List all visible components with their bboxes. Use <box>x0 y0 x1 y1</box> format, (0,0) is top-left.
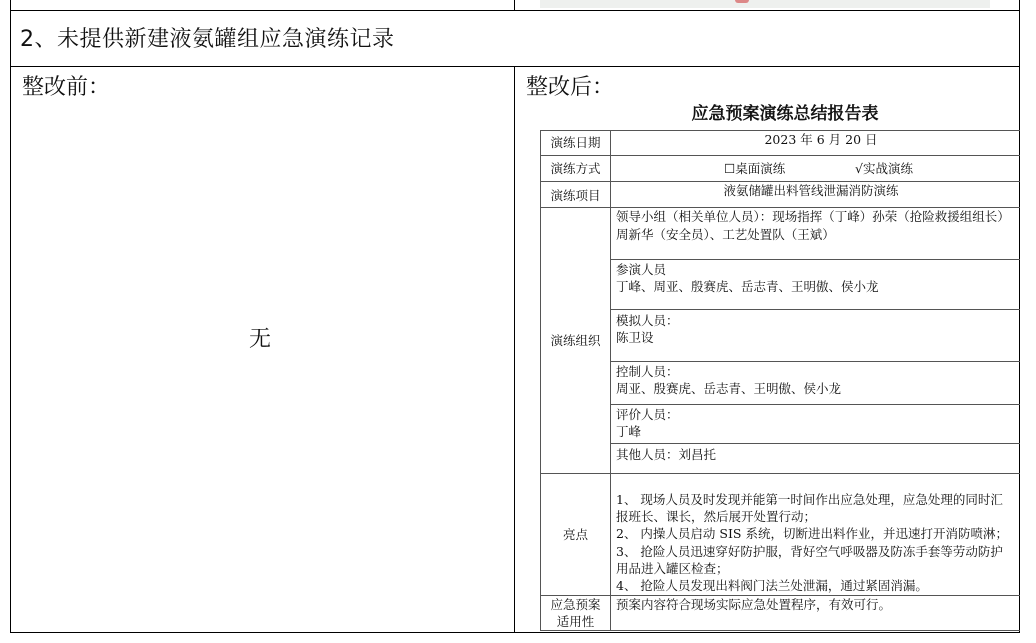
report-title: 应急预案演练总结报告表 <box>691 104 879 124</box>
participants-title: 参演人员 <box>616 262 667 277</box>
participants-names: 丁峰、周亚、殷赛虎、岳志青、王明傲、侯小龙 <box>616 279 879 294</box>
report-line-organization <box>540 473 1020 474</box>
leader-group-line2: 周新华（安全员）、工艺处置队（王斌） <box>616 227 835 242</box>
report-line-left <box>540 130 541 631</box>
method-label: 演练方式 <box>550 161 601 176</box>
simulators-title: 模拟人员： <box>616 313 679 328</box>
highlight-line: 3、 抢险人员迅速穿好防护服，背好空气呼吸器及防冻手套等劳动防护 <box>616 544 1003 559</box>
report-line-label-divider <box>610 130 611 631</box>
report-line-leader <box>610 259 1020 260</box>
controllers-title: 控制人员： <box>616 364 679 379</box>
right-clip-mask <box>1020 0 1036 643</box>
report-line-evaluators <box>610 443 1020 444</box>
project-label: 演练项目 <box>550 188 601 203</box>
applicability-label-line1: 应急预案 <box>550 597 601 612</box>
previous-image-red-mark <box>735 0 749 3</box>
highlight-line: 1、 现场人员及时发现并能第一时间作出应急处理，应急处理的同时汇 <box>616 492 1003 507</box>
report-line-simulators <box>610 361 1020 362</box>
border-middle <box>514 0 515 11</box>
applicability-value: 预案内容符合现场实际应急处置程序，有效可行。 <box>616 597 892 612</box>
highlights-label: 亮点 <box>562 527 588 542</box>
border-header-bottom <box>10 66 1020 67</box>
date-label: 演练日期 <box>550 135 601 150</box>
border-top <box>10 10 1020 11</box>
simulators-names: 陈卫设 <box>616 330 654 345</box>
border-middle-lower <box>514 66 515 633</box>
organization-label: 演练组织 <box>550 333 601 348</box>
highlight-line: 2、 内操人员启动 SIS 系统，切断进出料作业，并迅速打开消防喷淋； <box>616 526 1008 541</box>
highlight-line: 用品进入罐区检查； <box>616 561 729 576</box>
date-value: 2023 年 6 月 20 日 <box>764 132 878 147</box>
before-content: 无 <box>249 327 272 352</box>
project-value: 液氨储罐出料管线泄漏消防演练 <box>723 183 899 198</box>
before-label: 整改前： <box>22 75 111 100</box>
border-bottom <box>10 632 1020 633</box>
method-option-tabletop: ☐桌面演练 <box>724 161 786 176</box>
report-line-bottom <box>540 630 1020 631</box>
other-personnel: 其他人员：刘昌托 <box>616 447 717 462</box>
method-option-live: √实战演练 <box>855 161 913 176</box>
leader-group-line1: 领导小组（相关单位人员）：现场指挥（丁峰）孙荣（抢险救援组组长） <box>616 209 1010 224</box>
section-title: 2、未提供新建液氨罐组应急演练记录 <box>20 27 395 52</box>
highlight-line: 报班长、课长，然后展开处置行动； <box>616 509 817 524</box>
controllers-names: 周亚、殷赛虎、岳志青、王明傲、侯小龙 <box>616 381 842 396</box>
applicability-label-line2: 适用性 <box>556 614 595 629</box>
report-line-date <box>540 155 1020 156</box>
evaluators-names: 丁峰 <box>616 424 642 439</box>
after-label: 整改后： <box>526 75 615 100</box>
previous-image-strip <box>540 0 990 8</box>
evaluators-title: 评价人员： <box>616 407 679 422</box>
border-left <box>10 0 11 633</box>
highlight-line: 4、 抢险人员发现出料阀门法兰处泄漏，通过紧固消漏。 <box>616 578 928 593</box>
report-line-participants <box>610 309 1020 310</box>
report-line-controllers <box>610 404 1020 405</box>
